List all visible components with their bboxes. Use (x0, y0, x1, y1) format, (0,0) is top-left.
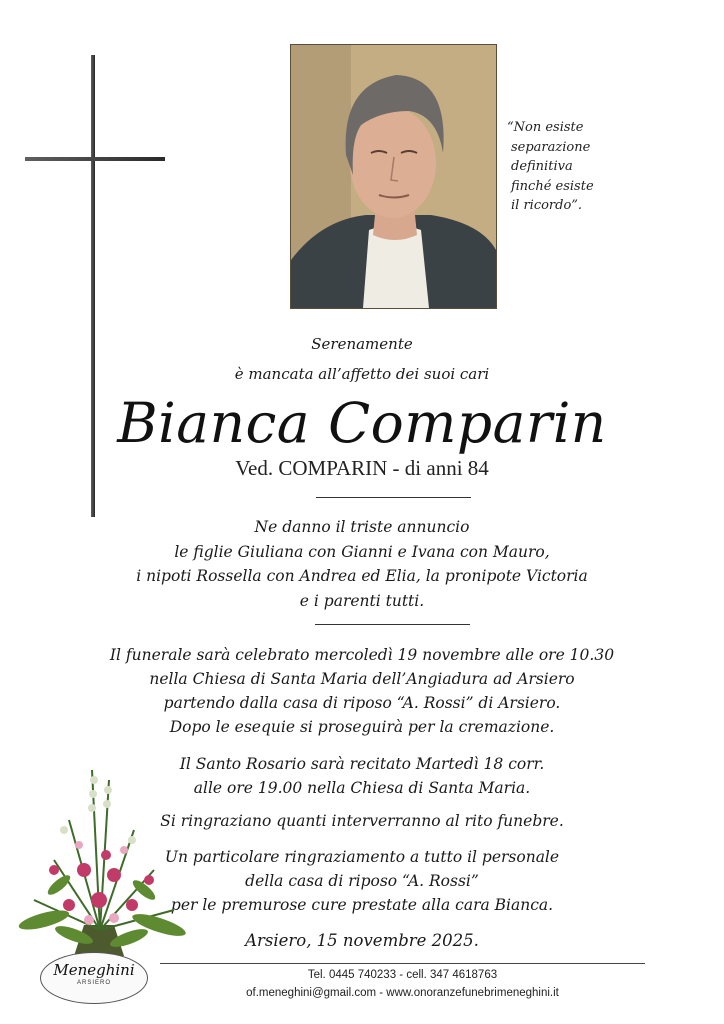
special-thanks-line: Un particolare ringraziamento a tutto il personale (164, 848, 560, 866)
funeral-line: partendo dalla casa di riposo “A. Rossi” di Arsiero. (163, 694, 561, 712)
footer-divider (160, 963, 645, 964)
memorial-quote (507, 118, 617, 216)
dateline: Arsiero, 15 novembre 2025. (245, 931, 479, 950)
flower-arrangement-image (14, 760, 186, 956)
cross-horizontal-bar (25, 157, 165, 161)
funeral-details (0, 643, 724, 715)
quote-line: “Non esiste (507, 120, 584, 135)
quote-line: il ricordo”. (511, 198, 583, 213)
quote-line: definitiva (511, 159, 573, 174)
deceased-name: Bianca Comparin (117, 391, 607, 455)
funeral-line: Il funerale sarà celebrato mercoledì 19 novembre alle ore 10.30 (109, 646, 615, 664)
announcement-line: i nipoti Rossella con Andrea ed Elia, la pronipote Victoria (136, 567, 588, 585)
deceased-subtitle: Ved. COMPARIN - di anni 84 (235, 456, 489, 480)
thanks-note: Si ringraziano quanti interverranno al rito funebre. (160, 812, 564, 830)
rosary-line: Il Santo Rosario sarà recitato Martedì 18 corr. (179, 755, 545, 773)
portrait-photo (290, 44, 497, 309)
announcement-line: Ne danno il triste annuncio (254, 518, 470, 536)
quote-line: finché esiste (511, 178, 594, 194)
logo-sub: ARSIERO (76, 980, 111, 986)
intro-passed-away: è mancata all’affetto dei suoi cari (234, 365, 490, 383)
footer-contact: of.meneghini@gmail.com - www.onoranzefunebrimeneghini.it (246, 987, 559, 999)
divider (316, 497, 471, 498)
announcement-line: e i parenti tutti. (299, 591, 425, 610)
quote-line: separazione (511, 139, 591, 155)
funeral-line: nella Chiesa di Santa Maria dell’Angiadura ad Arsiero (149, 670, 575, 688)
announcement-block (0, 515, 724, 613)
divider (315, 624, 470, 625)
rosary-line: alle ore 19.00 nella Chiesa di Santa Maria. (193, 779, 531, 797)
special-thanks-line: della casa di riposo “A. Rossi” (245, 872, 479, 890)
cremation-note: Dopo le esequie si proseguirà per la cremazione. (169, 718, 555, 736)
footer-phone: Tel. 0445 740233 - cell. 347 4618763 (307, 969, 498, 981)
intro-serenely: Serenamente (311, 335, 413, 353)
meneghini-logo (40, 952, 148, 1004)
special-thanks-line: per le premurose cure prestate alla cara Bianca. (170, 896, 554, 914)
announcement-line: le figlie Giuliana con Gianni e Ivana con Mauro, (174, 542, 550, 561)
logo-name: Meneghini (53, 961, 135, 979)
